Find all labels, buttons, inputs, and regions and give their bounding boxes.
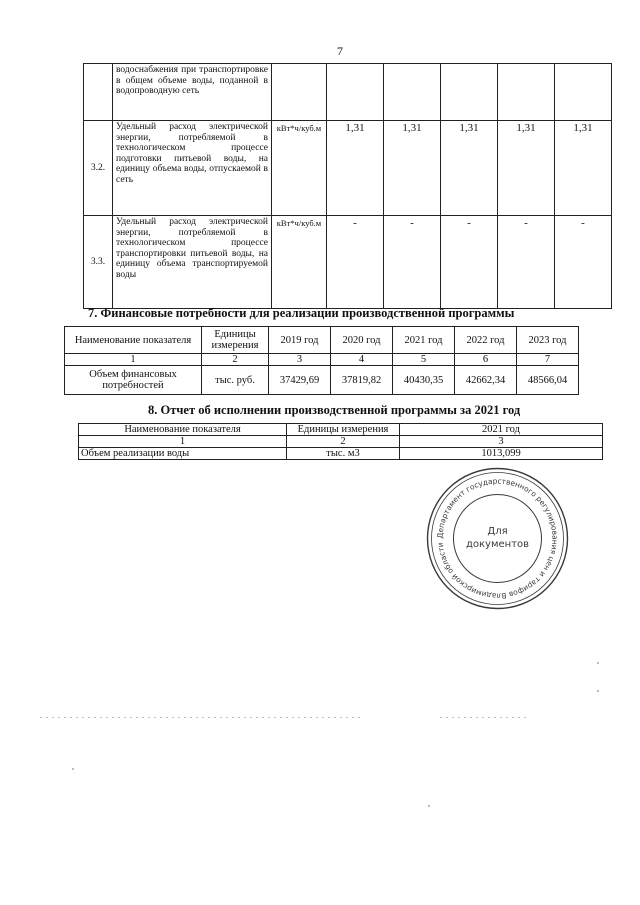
value-2022: 42662,34 [455,366,517,395]
scan-artifact [597,690,599,692]
column-number: 3 [269,354,331,366]
indicator-unit: тыс. м3 [287,448,400,460]
indicator-value [498,64,555,121]
column-header: Единицы измерения [202,327,269,354]
row-number: 3.2. [84,121,113,216]
row-number [84,64,113,121]
indicator-value: 1,31 [441,121,498,216]
value-2019: 37429,69 [269,366,331,395]
scan-artifact [597,662,599,664]
column-number-row [79,436,603,448]
indicator-name: Объем финансовых потребностей [65,366,202,395]
column-number: 5 [393,354,455,366]
column-header: 2019 год [269,327,331,354]
indicator-value: - [327,216,384,309]
program-report-table [78,423,603,460]
column-number: 2 [287,436,400,448]
table-row [84,121,612,216]
value-2021: 1013,099 [400,448,603,460]
indicator-name: Объем реализации воды [79,448,287,460]
indicator-unit: тыс. руб. [202,366,269,395]
column-header: 2023 год [517,327,579,354]
column-number: 3 [400,436,603,448]
column-header: 2022 год [455,327,517,354]
indicator-value [441,64,498,121]
value-2020: 37819,82 [331,366,393,395]
column-number: 1 [79,436,287,448]
indicator-name: Удельный расход электрической энергии, потребляемой в технологическом процессе подготовки питьевой воды, на единицу объема воды, отпускаемой в сеть [113,121,272,216]
indicator-value: 1,31 [498,121,555,216]
table-row [65,366,579,395]
indicator-value: - [384,216,441,309]
value-2023: 48566,04 [517,366,579,395]
column-header: 2020 год [331,327,393,354]
section-7-title: 7. Финансовые потребности для реализации производственной программы [88,306,515,320]
scan-artifact [72,768,74,770]
column-number: 4 [331,354,393,366]
official-stamp [425,466,570,611]
column-number: 6 [455,354,517,366]
column-number: 7 [517,354,579,366]
scan-artifact [40,717,360,718]
table-row [79,448,603,460]
value-2021: 40430,35 [393,366,455,395]
table-header-row [79,424,603,436]
indicator-value [384,64,441,121]
row-number: 3.3. [84,216,113,309]
column-header: Наименование показателя [79,424,287,436]
page-number: 7 [337,44,343,58]
indicator-value: 1,31 [327,121,384,216]
stamp-center-line-1: Для [487,526,508,537]
indicator-value: - [441,216,498,309]
indicator-value [327,64,384,121]
section-8-title: 8. Отчет об исполнении производственной программы за 2021 год [148,403,521,417]
column-number: 1 [65,354,202,366]
indicator-value: 1,31 [384,121,441,216]
scan-artifact [428,805,430,807]
indicator-value [555,64,612,121]
stamp-ring-text: Департамент государственного регулирования цен и тарифов Владимирской области [435,476,560,601]
indicator-name: Удельный расход электрической энергии, потребляемой в технологическом процессе транспортировки питьевой воды, на единицу объема транспортируемой воды [113,216,272,309]
table-row [84,216,612,309]
column-header: 2021 год [400,424,603,436]
column-number-row [65,354,579,366]
indicators-table-continued [83,63,612,309]
table-row [84,64,612,121]
indicator-value: - [555,216,612,309]
column-header: Наименование показателя [65,327,202,354]
column-header: 2021 год [393,327,455,354]
column-number: 2 [202,354,269,366]
indicator-unit: кВт*ч/куб.м [272,121,327,216]
indicator-value: 1,31 [555,121,612,216]
indicator-unit [272,64,327,121]
table-header-row [65,327,579,354]
column-header: Единицы измерения [287,424,400,436]
indicator-value: - [498,216,555,309]
indicator-name: водоснабжения при транспортировке в общем объеме воды, поданной в водопроводную сеть [113,64,272,121]
scan-artifact [440,717,530,718]
indicator-unit: кВт*ч/куб.м [272,216,327,309]
stamp-center-line-2: документов [465,539,530,550]
financial-needs-table [64,326,579,395]
